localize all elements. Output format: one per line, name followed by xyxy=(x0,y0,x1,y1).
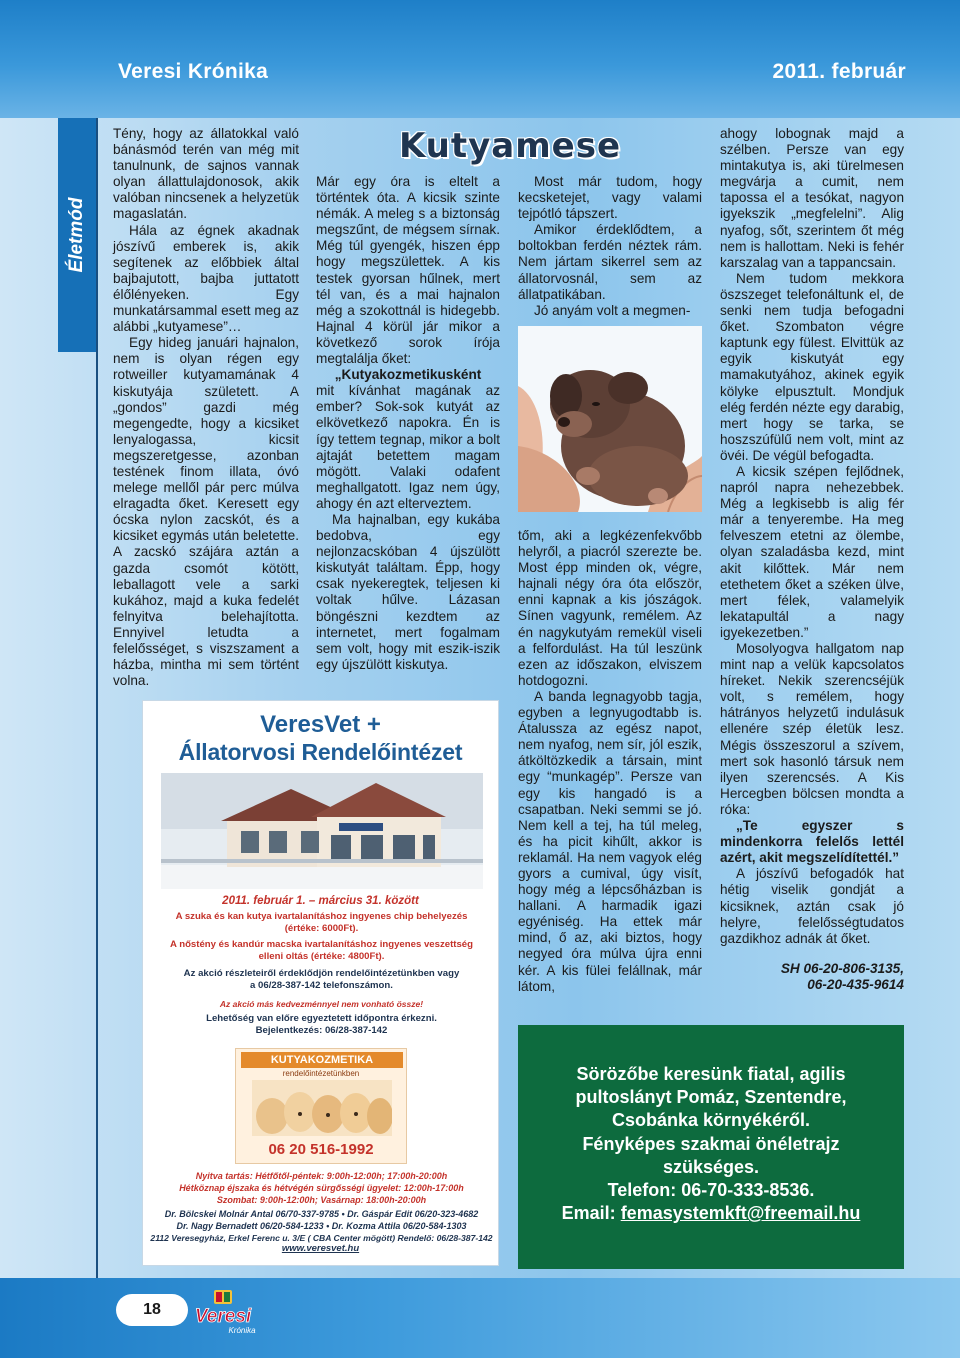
paragraph: mit kívánhat magának az ember? Sok-sok kutyát az elkövetkező napokra. Én is így tettem tegnap, mikor a bolt ajtaját betettem magam mögött. Valaki odafent meghallgatott. Igaz nem úgy, ahogy én azt elterveztem. xyxy=(316,383,500,511)
page-number: 18 xyxy=(116,1294,188,1326)
logo-subtitle: Krónika xyxy=(228,1326,256,1335)
appointment-phone: Bejelentkezés: 06/28-387-142 xyxy=(255,1025,388,1036)
article-column-3-top xyxy=(518,174,702,319)
vet-clinic-ad xyxy=(142,700,499,1266)
puppies-photo xyxy=(252,1080,392,1136)
quote-heading: „Kutyakozmetikusként xyxy=(334,367,482,383)
paragraph: Mosolyogva hallgatom nap mint nap a velük kapcsolatos híreket. Nekik szerencséjük volt, s remélem, hogy hátrányos helyzetű indulásuk ellenére szép életük lesz. Mégis összeszorul a szívem, mert sok hasonló társuk nem ilyen szerencsés. A Kis Hercegben bölcsen mondta a róka: xyxy=(720,641,904,817)
job-location: Pomáz, Szentendre, xyxy=(671,1087,847,1108)
promo-line: A nőstény és kandúr macska ivartalanításhoz ingyenes veszettség xyxy=(169,939,474,950)
grooming-phone: 06 20 516-1992 xyxy=(268,1141,374,1158)
email-link[interactable]: femasystemkft@freemail.hu xyxy=(620,1203,861,1224)
promo-line: Az akció részleteiről érdeklődjön rendelőintézetünkben vagy xyxy=(183,968,460,979)
job-ad-line: Sörözőbe keresünk fiatal, agilis xyxy=(576,1064,846,1084)
paragraph: tőm, aki a legkézenfekvőbb helyről, a piacról szerezte be. Most épp minden ok, végre, hajnali négy óra óta először, enni kapnak a kis jószágok. Sínen vagyunk, remélem. Az én nagykutyám remekül viseli a felfordulást. Ha túl leszünk ezen az időszakon, elviszem hotdogozni. xyxy=(518,528,702,688)
page-header xyxy=(0,0,960,118)
job-title: pultoslányt xyxy=(575,1087,672,1108)
clinic-address: 2112 Veresegyház, Erkel Ferenc u. 3/E ( CBA Center mögött) Rendelő: 06/28-387-142 xyxy=(150,1233,493,1243)
paragraph: A banda legnagyobb tagja, egyben a legnyugodtabb is. Átalussza az egész napot, nem nyafog, nem sír, jól eszik, átköltözkedik a társain, mint egy “munkagép”. Persze van egy kis hangadó is a csapatban. Neki semmi se jó. Nem kell a tej, ha túl meleg, és ha picit kihűlt, akkor is reklamál. Ha nem vagyok elég gyors a cumival, úgy visít, hogy még a lépcsőházban is hallani. A harmadik igazi egyéniség. Ha ettek már mind, ő az, aki biztos, hogy negyed óra múlva újra enni kér. A kis fülei felállnak, már látom, xyxy=(518,688,702,994)
column-divider xyxy=(96,118,98,1278)
paragraph: ahogy lobognak majd a szélben. Persze van egy mintakutya is, aki türelmesen megvárja a cumit, nem tapossa el a tesókat, nagyon igyekszik „megfelelni”. Alig nyafog, sőt, szerintem őt még nem is hallottam. Neki is fehér karszalag van a tappancsain. xyxy=(720,126,904,270)
newspaper-logo xyxy=(186,1288,260,1338)
paragraph: Ma hajnalban, egy kukába bedobva, egy nejlonzacskóban 4 újszülött kiskutyát találtam. Épp, hogy csak nyekeregtek, teljesen ki voltak hűlve. Lázasan böngészni kezdtem az internetet, mert fogalmam sem volt, hogy mit eszik-iszik egy újszülött kiskutya. xyxy=(316,511,500,672)
job-ad-line xyxy=(518,1086,904,1109)
promo-line: A szuka és kan kutya ivartalanításhoz ingyenes chip behelyezés xyxy=(175,911,468,922)
paragraph: Hála az égnek akadnak jószívű emberek is, akik segítenek az előbbiek által bajbajutott, bajba juttatott élőlényeken. Egy munkatársammal esett meg az alábbi „kutyamese”… xyxy=(113,222,299,335)
grooming-title: KUTYAKOZMETIKA xyxy=(241,1052,403,1068)
clinic-building-photo xyxy=(161,773,483,889)
clinic-website-link[interactable]: www.veresvet.hu xyxy=(281,1243,360,1254)
issue-date: 2011. február xyxy=(772,60,906,83)
section-label: Életmód xyxy=(66,197,87,273)
promo-line: (értéke: 6000Ft). xyxy=(284,923,359,934)
weekend-hours: Szombat: 9:00h-12:00h; Vasárnap: 18:00h-20:00h xyxy=(216,1195,427,1205)
ad-title: VeresVet + xyxy=(260,711,381,738)
signature-line-1: SH 06-20-806-3135, xyxy=(780,960,904,976)
article-column-1 xyxy=(113,126,299,689)
job-ad-email-line xyxy=(518,1202,904,1225)
appointment-line: Lehetőség van előre egyeztetett időpontra érkezni. xyxy=(206,1013,437,1024)
paragraph: Most már tudom, hogy kecsketejet, vagy valami tejpótló tápszert. xyxy=(518,174,702,222)
paragraph: Tény, hogy az állatokkal való bánásmód terén van még mit tanulnunk, de sajnos vannak olyan állattulajdonosok, akik valóban nincsenek a helyzetük magaslatán. xyxy=(113,126,299,222)
publication-title: Veresi Krónika xyxy=(118,60,269,83)
ad-subtitle: Állatorvosi Rendelőintézet xyxy=(178,739,463,765)
job-ad-line: Csobánka környékéről. xyxy=(611,1110,811,1131)
paragraph: Már egy óra is eltelt a történtek óta. A kicsik szinte némák. A meleg s a biztonság megszűnt, de mégsem sírnak. Még túl gyengék, hiszen épp hogy megszülettek. A kis testek gyorsan hűlnek, mert tél van, és a mai hajnalon még a szokottnál is hidegebb. Hajnal 4 körül jár mikor a következő sorok írója megtalálja őket: xyxy=(316,174,500,367)
promo-line: a 06/28-387-142 telefonszámon. xyxy=(250,980,393,991)
article-title: Kutyamese xyxy=(398,126,622,166)
paragraph: Jó anyám volt a megmen- xyxy=(534,302,691,318)
job-ad-line: Fényképes szakmai önéletrajz xyxy=(582,1133,840,1154)
paragraph: Nem tudom mekkora öszszeget telefonáltunk el, de senki nem tudja befogadni őket. Szombaton végre kaptunk egy fülest. Elvittük az egyik kiskutyát egy mamakutyához, akinek egyik kölyke elpusztult. Mondjuk elég ferdén nézte egy darabig, mert hogy se tarka, se hoszszúfülű nem volt, mint az övéi. De végül befogadta. xyxy=(720,270,904,463)
promo-note: Az akció más kedvezménnyel nem vonható össze! xyxy=(219,999,424,1009)
puppy-illustration xyxy=(518,326,702,512)
signature-line-2: 06-20-435-9614 xyxy=(807,976,904,992)
puppy-photo xyxy=(518,326,702,512)
job-ad xyxy=(518,1025,904,1269)
article-column-3-bottom xyxy=(518,528,702,995)
section-tab xyxy=(58,118,96,352)
promo-dates: 2011. február 1. – március 31. között xyxy=(222,895,419,907)
job-ad-phone: Telefon: 06-70-333-8536. xyxy=(607,1180,815,1201)
logo-wordmark: Veresi xyxy=(194,1306,252,1327)
promo-line: elleni oltás (értéke: 4800Ft). xyxy=(258,951,385,962)
grooming-box xyxy=(235,1048,407,1164)
job-ad-line: szükséges. xyxy=(662,1156,760,1177)
paragraph: A jószívű befogadók hat hétig viselik gondját a kicsiknek, aztán csak jó helyre, felelősségtudatos gazdikhoz adnák át őket. xyxy=(720,866,904,946)
doctor-contacts: Dr. Bölcskei Molnár Antal 06/70-337-9785 • Dr. Gáspár Edit 06/20-323-4682 xyxy=(164,1209,479,1219)
opening-hours: Nyitva tartás: Hétfőtől-péntek: 9:00h-12:00h; 17:00h-20:00h xyxy=(195,1171,448,1181)
email-label: Email: xyxy=(561,1203,621,1224)
paragraph: A kicsik szépen fejlődnek, napról napra nehezebbek. Még a legkisebb is alig fér már a tenyerembe. Ha meg felveszem etetni az ölembe, olyan szaladásba kezd, mint akit kilőttek. Már nem etethetem őket a széken ülve, mert félek, valamelyik lekatapultál a nagy igyekezetben.” xyxy=(720,463,904,640)
emergency-hours: Hétköznap éjszaka és hétvégén sürgősségi ügyelet: 12:00h-17:00h xyxy=(179,1183,464,1193)
paragraph: Egy hideg januári hajnalon, nem is olyan régen egy rotweiller kutyamamának 4 kiskutyája született. A „gondos” gazdi még megengedte, hogy a kicsiket lenyalogassa, kicsit megszeretgesse, azonban testének finom illata, óvó melege mellől pár perc múlva elragadta őket. Keresett egy ócska nylon zacskót, és a kicsiket egymás után beletette. A zacskó szájára aztán a gazda csomót kötött, leballagott vele a sarki kukához, majd a kuka fedelét felnyitva belehajította. Ennyivel letudta a felelősséget, s viszszament a házba, mintha mi sem történt volna. xyxy=(113,335,299,689)
article-column-4 xyxy=(720,126,904,993)
doctor-contacts: Dr. Nagy Bernadett 06/20-584-1233 • Dr. Kozma Attila 06/20-584-1303 xyxy=(176,1221,467,1231)
paragraph: Amikor érdeklődtem, a boltokban ferdén néztek rám. Nem jártam sikerrel sem az állatorvosnál, sem az állatpatikában. xyxy=(518,222,702,302)
article-column-2 xyxy=(316,174,500,673)
grooming-subtitle: rendelőintézetünkben xyxy=(282,1069,360,1078)
quote: „Te egyszer s mindenkorra felelős lettél azért, akit megszelídítettél.” xyxy=(720,818,904,866)
